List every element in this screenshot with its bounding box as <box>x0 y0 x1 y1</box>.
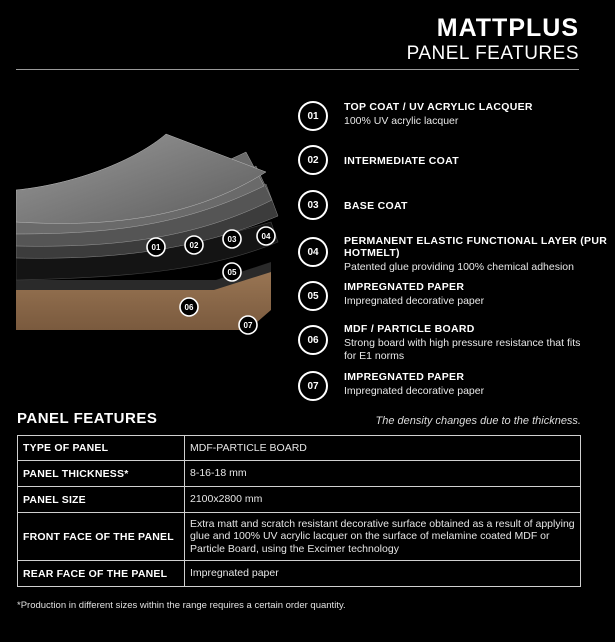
feature-description: Impregnated decorative paper <box>344 295 485 307</box>
feature-description: Impregnated decorative paper <box>344 385 485 397</box>
spec-label: PANEL SIZE <box>18 487 185 513</box>
spec-value: 2100x2800 mm <box>185 487 581 513</box>
feature-number-badge: 07 <box>298 371 328 401</box>
feature-title: BASE COAT <box>344 200 408 212</box>
svg-text:03: 03 <box>227 235 237 244</box>
table-row <box>18 487 581 513</box>
feature-description: Strong board with high pressure resistance that fits for E1 norms <box>344 337 581 362</box>
illustration-label-07 <box>239 316 257 334</box>
feature-item-07 <box>298 371 484 401</box>
svg-text:07: 07 <box>243 321 253 330</box>
spec-label: TYPE OF PANEL <box>18 436 185 461</box>
illustration-label-04 <box>257 227 275 245</box>
density-note: The density changes due to the thickness. <box>375 415 581 427</box>
table-row <box>18 436 581 461</box>
svg-text:04: 04 <box>261 232 271 241</box>
spec-value: Extra matt and scratch resistant decorative surface obtained as a result of applying glue and 100% UV acrylic lacquer on the surface of melamine coated MDF or Particle Board, using the Excimer technology <box>185 513 581 561</box>
illustration-label-03 <box>223 230 241 248</box>
feature-number-badge: 03 <box>298 190 328 220</box>
spec-label: REAR FACE OF THE PANEL <box>18 561 185 587</box>
feature-number-badge: 04 <box>298 237 328 267</box>
feature-description: Patented glue providing 100% chemical adhesion <box>344 261 574 273</box>
feature-title: MDF / PARTICLE BOARD <box>344 323 475 335</box>
feature-number-badge: 05 <box>298 281 328 311</box>
feature-description: 100% UV acrylic lacquer <box>344 115 459 127</box>
panel-specs-table <box>17 435 581 587</box>
svg-text:01: 01 <box>151 243 161 252</box>
feature-number-badge: 01 <box>298 101 328 131</box>
illustration-label-06 <box>180 298 198 316</box>
table-row <box>18 561 581 587</box>
panel-layers-illustration <box>16 120 291 340</box>
feature-title: INTERMEDIATE COAT <box>344 155 459 167</box>
section-title: PANEL FEATURES <box>17 410 158 427</box>
svg-text:02: 02 <box>189 241 199 250</box>
spec-label: FRONT FACE OF THE PANEL <box>18 513 185 561</box>
feature-title: IMPREGNATED PAPER <box>344 281 465 293</box>
spec-label: PANEL THICKNESS* <box>18 461 185 487</box>
feature-title: PERMANENT ELASTIC FUNCTIONAL LAYER (PUR HOTMELT) <box>344 235 608 259</box>
header-divider <box>16 69 579 70</box>
illustration-label-02 <box>185 236 203 254</box>
svg-text:05: 05 <box>227 268 237 277</box>
brand-title: MATTPLUS <box>436 14 579 42</box>
spec-value: 8-16-18 mm <box>185 461 581 487</box>
feature-number-badge: 06 <box>298 325 328 355</box>
feature-item-03 <box>298 190 408 220</box>
feature-item-02 <box>298 145 459 175</box>
illustration-label-01 <box>147 238 165 256</box>
page-header <box>407 14 579 66</box>
footnote: *Production in different sizes within the range requires a certain order quantity. <box>17 600 346 611</box>
page-subtitle: PANEL FEATURES <box>406 43 579 64</box>
feature-title: TOP COAT / UV ACRYLIC LACQUER <box>344 101 533 113</box>
feature-item-04 <box>298 235 608 274</box>
svg-text:06: 06 <box>184 303 194 312</box>
feature-number-badge: 02 <box>298 145 328 175</box>
spec-value: Impregnated paper <box>185 561 581 587</box>
table-row <box>18 461 581 487</box>
feature-item-01 <box>298 101 533 131</box>
feature-item-05 <box>298 281 484 311</box>
table-row <box>18 513 581 561</box>
spec-value: MDF-PARTICLE BOARD <box>185 436 581 461</box>
illustration-label-05 <box>223 263 241 281</box>
feature-item-06 <box>298 323 584 363</box>
feature-title: IMPREGNATED PAPER <box>344 371 465 383</box>
